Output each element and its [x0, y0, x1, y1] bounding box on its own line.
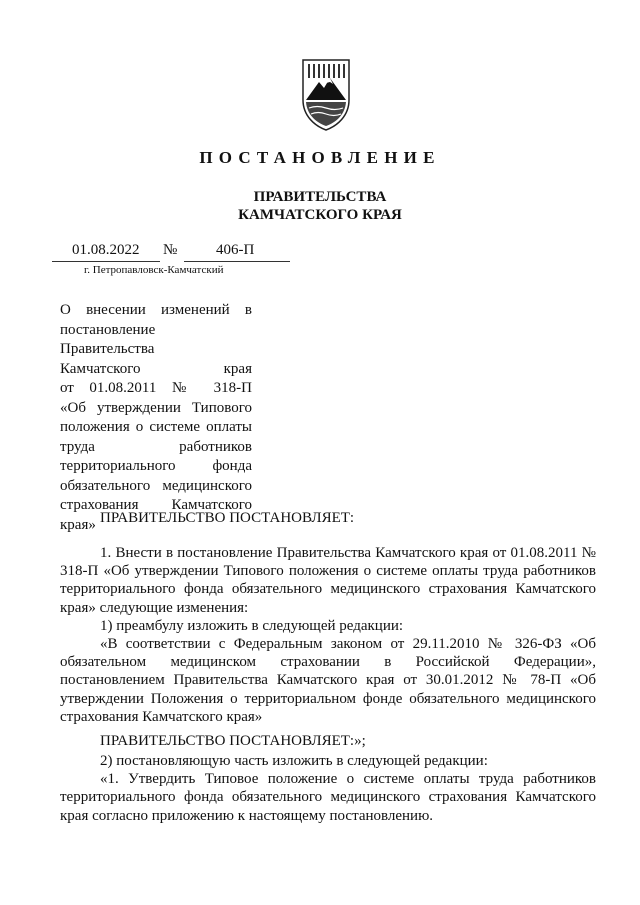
decree-label-quoted: ПРАВИТЕЛЬСТВО ПОСТАНОВЛЯЕТ:»; [100, 733, 366, 749]
subject-line: труда работников [60, 438, 252, 455]
paragraph: «1. Утвердить Типовое положение о системе оплаты труда работников территориального фонда обязательного медицинского страхования Камчатского края согласно приложению к настоящему постановлению. [60, 771, 596, 824]
body-block-1 [60, 544, 596, 726]
number-sign: № [163, 242, 178, 258]
subject-line: территориального фонда [60, 458, 252, 474]
subject-line: «Об утверждении Типового [60, 399, 252, 416]
number-underline [184, 261, 290, 262]
issuer-line-2: КАМЧАТСКОГО КРАЯ [238, 207, 402, 223]
kamchatka-coat-of-arms-icon [297, 56, 355, 132]
paragraph: «В соответствии с Федеральным законом от 29.11.2010 № 326-ФЗ «Об обязательном медицинском страховании в Российской Федерации», постановлением Правительства Камчатского края от 30.01.2012 № 78-П «Об утверждении Положения о территориальном фонде обязательного медицинского страхования Камчатского края» [60, 636, 596, 725]
body-block-2 [60, 752, 596, 825]
document-city: г. Петропавловск-Камчатский [84, 264, 224, 276]
paragraph: 1) преамбулу изложить в следующей редакции: [100, 617, 404, 634]
subject-line: обязательного медицинского [60, 477, 252, 494]
decree-label: ПРАВИТЕЛЬСТВО ПОСТАНОВЛЯЕТ: [100, 510, 355, 526]
subject-line: Камчатского края [60, 360, 252, 377]
paragraph: 1. Внести в постановление Правительства Камчатского края от 01.08.2011 № 318-П «Об утверждении Типового положения о системе оплаты труда работников территориального фонда обязательного медицинского страхования Камчатского края» следующие изменения: [60, 545, 596, 616]
subject-line: от 01.08.2011 № 318-П [60, 380, 252, 396]
document-title: ПОСТАНОВЛЕНИЕ [199, 148, 441, 167]
subject-line: О внесении изменений в [60, 302, 252, 318]
document-subject [60, 301, 252, 535]
paragraph: 2) постановляющую часть изложить в следующей редакции: [100, 753, 488, 769]
issuer-line-1: ПРАВИТЕЛЬСТВА [253, 189, 387, 205]
subject-line: края» [60, 516, 96, 533]
document-date: 01.08.2022 [72, 242, 140, 258]
subject-line: страхования Камчатского [60, 497, 252, 513]
date-underline [52, 261, 160, 262]
issuer-block [0, 188, 640, 224]
subject-line: постановление Правительства [60, 321, 156, 357]
document-number: 406-П [216, 242, 255, 258]
subject-line: положения о системе оплаты [60, 419, 252, 435]
